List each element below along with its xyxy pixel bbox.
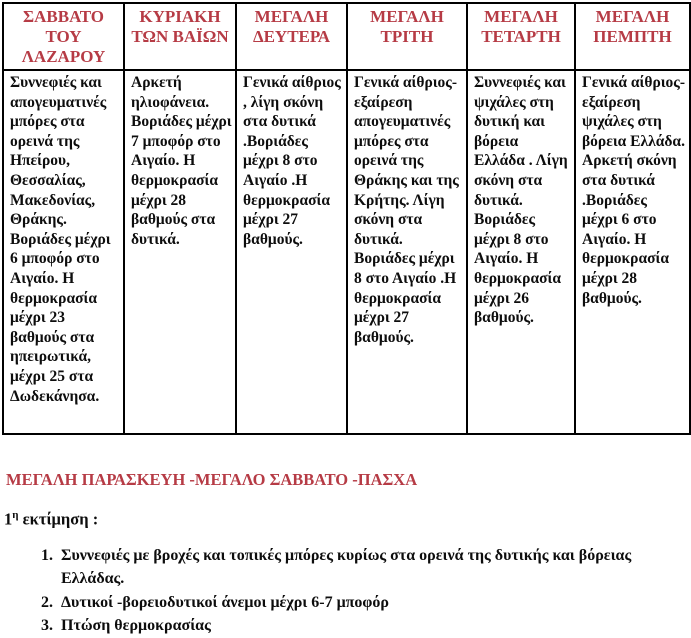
forecast-table-header bbox=[3, 3, 690, 70]
forecast-table-body bbox=[3, 70, 690, 434]
estimate-ordinal-suffix: η bbox=[12, 509, 19, 521]
forecast-row bbox=[3, 70, 690, 434]
day-header-lazarus-saturday: ΣΑΒΒΑΤΟ ΤΟΥ ΛΑΖΑΡΟΥ bbox=[3, 3, 124, 70]
list-item-winds: 2. Δυτικοί -βορειοδυτικοί άνεμοι μέχρι 6-7 μποφόρ bbox=[57, 591, 691, 615]
forecast-cell-holy-tuesday: Γενικά αίθριος- εξαίρεση απογευματινές μπόρες στα ορεινά της Θράκης και της Κρήτης. Λίγη σκόνη στα δυτικά. Βοριάδες μέχρι 8 στο Αιγαίο .Η θερμοκρασία μέχρι 27 βαθμούς. bbox=[347, 70, 467, 434]
day-header-holy-thursday: ΜΕΓΑΛΗ ΠΕΜΠΤΗ bbox=[575, 3, 690, 70]
estimate-label bbox=[4, 505, 691, 530]
forecast-cell-palm-sunday: Αρκετή ηλιοφάνεια. Βοριάδες μέχρι 7 μποφόρ στο Αιγαίο. Η θερμοκρασία μέχρι 28 βαθμούς στα δυτικά. bbox=[124, 70, 236, 434]
list-item-temperature-drop: 3. Πτώση θερμοκρασίας bbox=[57, 614, 691, 638]
estimate-number: 1 bbox=[4, 509, 13, 529]
estimate-text: εκτίμηση : bbox=[18, 509, 99, 529]
forecast-cell-holy-wednesday: Συννεφιές και ψιχάλες στη δυτική και βόρεια Ελλάδα . Λίγη σκόνη στα δυτικά. Βοριάδες μέχρι 8 στο Αιγαίο. Η θερμοκρασία μέχρι 26 βαθμούς. bbox=[467, 70, 575, 434]
forecast-cell-holy-monday: Γενικά αίθριος , λίγη σκόνη στα δυτικά .Βοριάδες μέχρι 8 στο Αιγαίο .Η θερμοκρασία μέχρι 27 βαθμούς. bbox=[236, 70, 347, 434]
day-header-palm-sunday: ΚΥΡΙΑΚΗ ΤΩΝ ΒΑΪΩΝ bbox=[124, 3, 236, 70]
weather-bulletin-page bbox=[0, 2, 691, 634]
header-row bbox=[3, 3, 690, 70]
forecast-table bbox=[2, 2, 691, 435]
easter-section-heading: ΜΕΓΑΛΗ ΠΑΡΑΣΚΕΥΗ -ΜΕΓΑΛΟ ΣΑΒΒΑΤΟ -ΠΑΣΧΑ bbox=[6, 470, 418, 489]
day-header-holy-wednesday: ΜΕΓΑΛΗ ΤΕΤΑΡΤΗ bbox=[467, 3, 575, 70]
list-item-clouds-rain: 1. Συννεφιές με βροχές και τοπικές μπόρες κυρίως στα ορεινά της δυτικής και βόρειας Ελλάδας. bbox=[57, 544, 691, 591]
forecast-cell-holy-thursday: Γενικά αίθριος- εξαίρεση ψιχάλες στη βόρεια Ελλάδα. Αρκετή σκόνη στα δυτικά .Βοριάδες μέχρι 6 στο Αιγαίο. Η θερμοκρασία μέχρι 28 βαθμούς. bbox=[575, 70, 690, 434]
day-header-holy-monday: ΜΕΓΑΛΗ ΔΕΥΤΕΡΑ bbox=[236, 3, 347, 70]
estimate-list bbox=[0, 544, 691, 638]
forecast-cell-lazarus-saturday: Συννεφιές και απογευματινές μπόρες στα ορεινά της Ηπείρου, Θεσσαλίας, Μακεδονίας, Θράκης. Βοριάδες μέχρι 6 μποφόρ στο Αιγαίο. Η θερμοκρασία μέχρι 23 βαθμούς στα ηπειρωτικά, μέχρι 25 στα Δωδεκάνησα. bbox=[3, 70, 124, 434]
day-header-holy-tuesday: ΜΕΓΑΛΗ ΤΡΙΤΗ bbox=[347, 3, 467, 70]
